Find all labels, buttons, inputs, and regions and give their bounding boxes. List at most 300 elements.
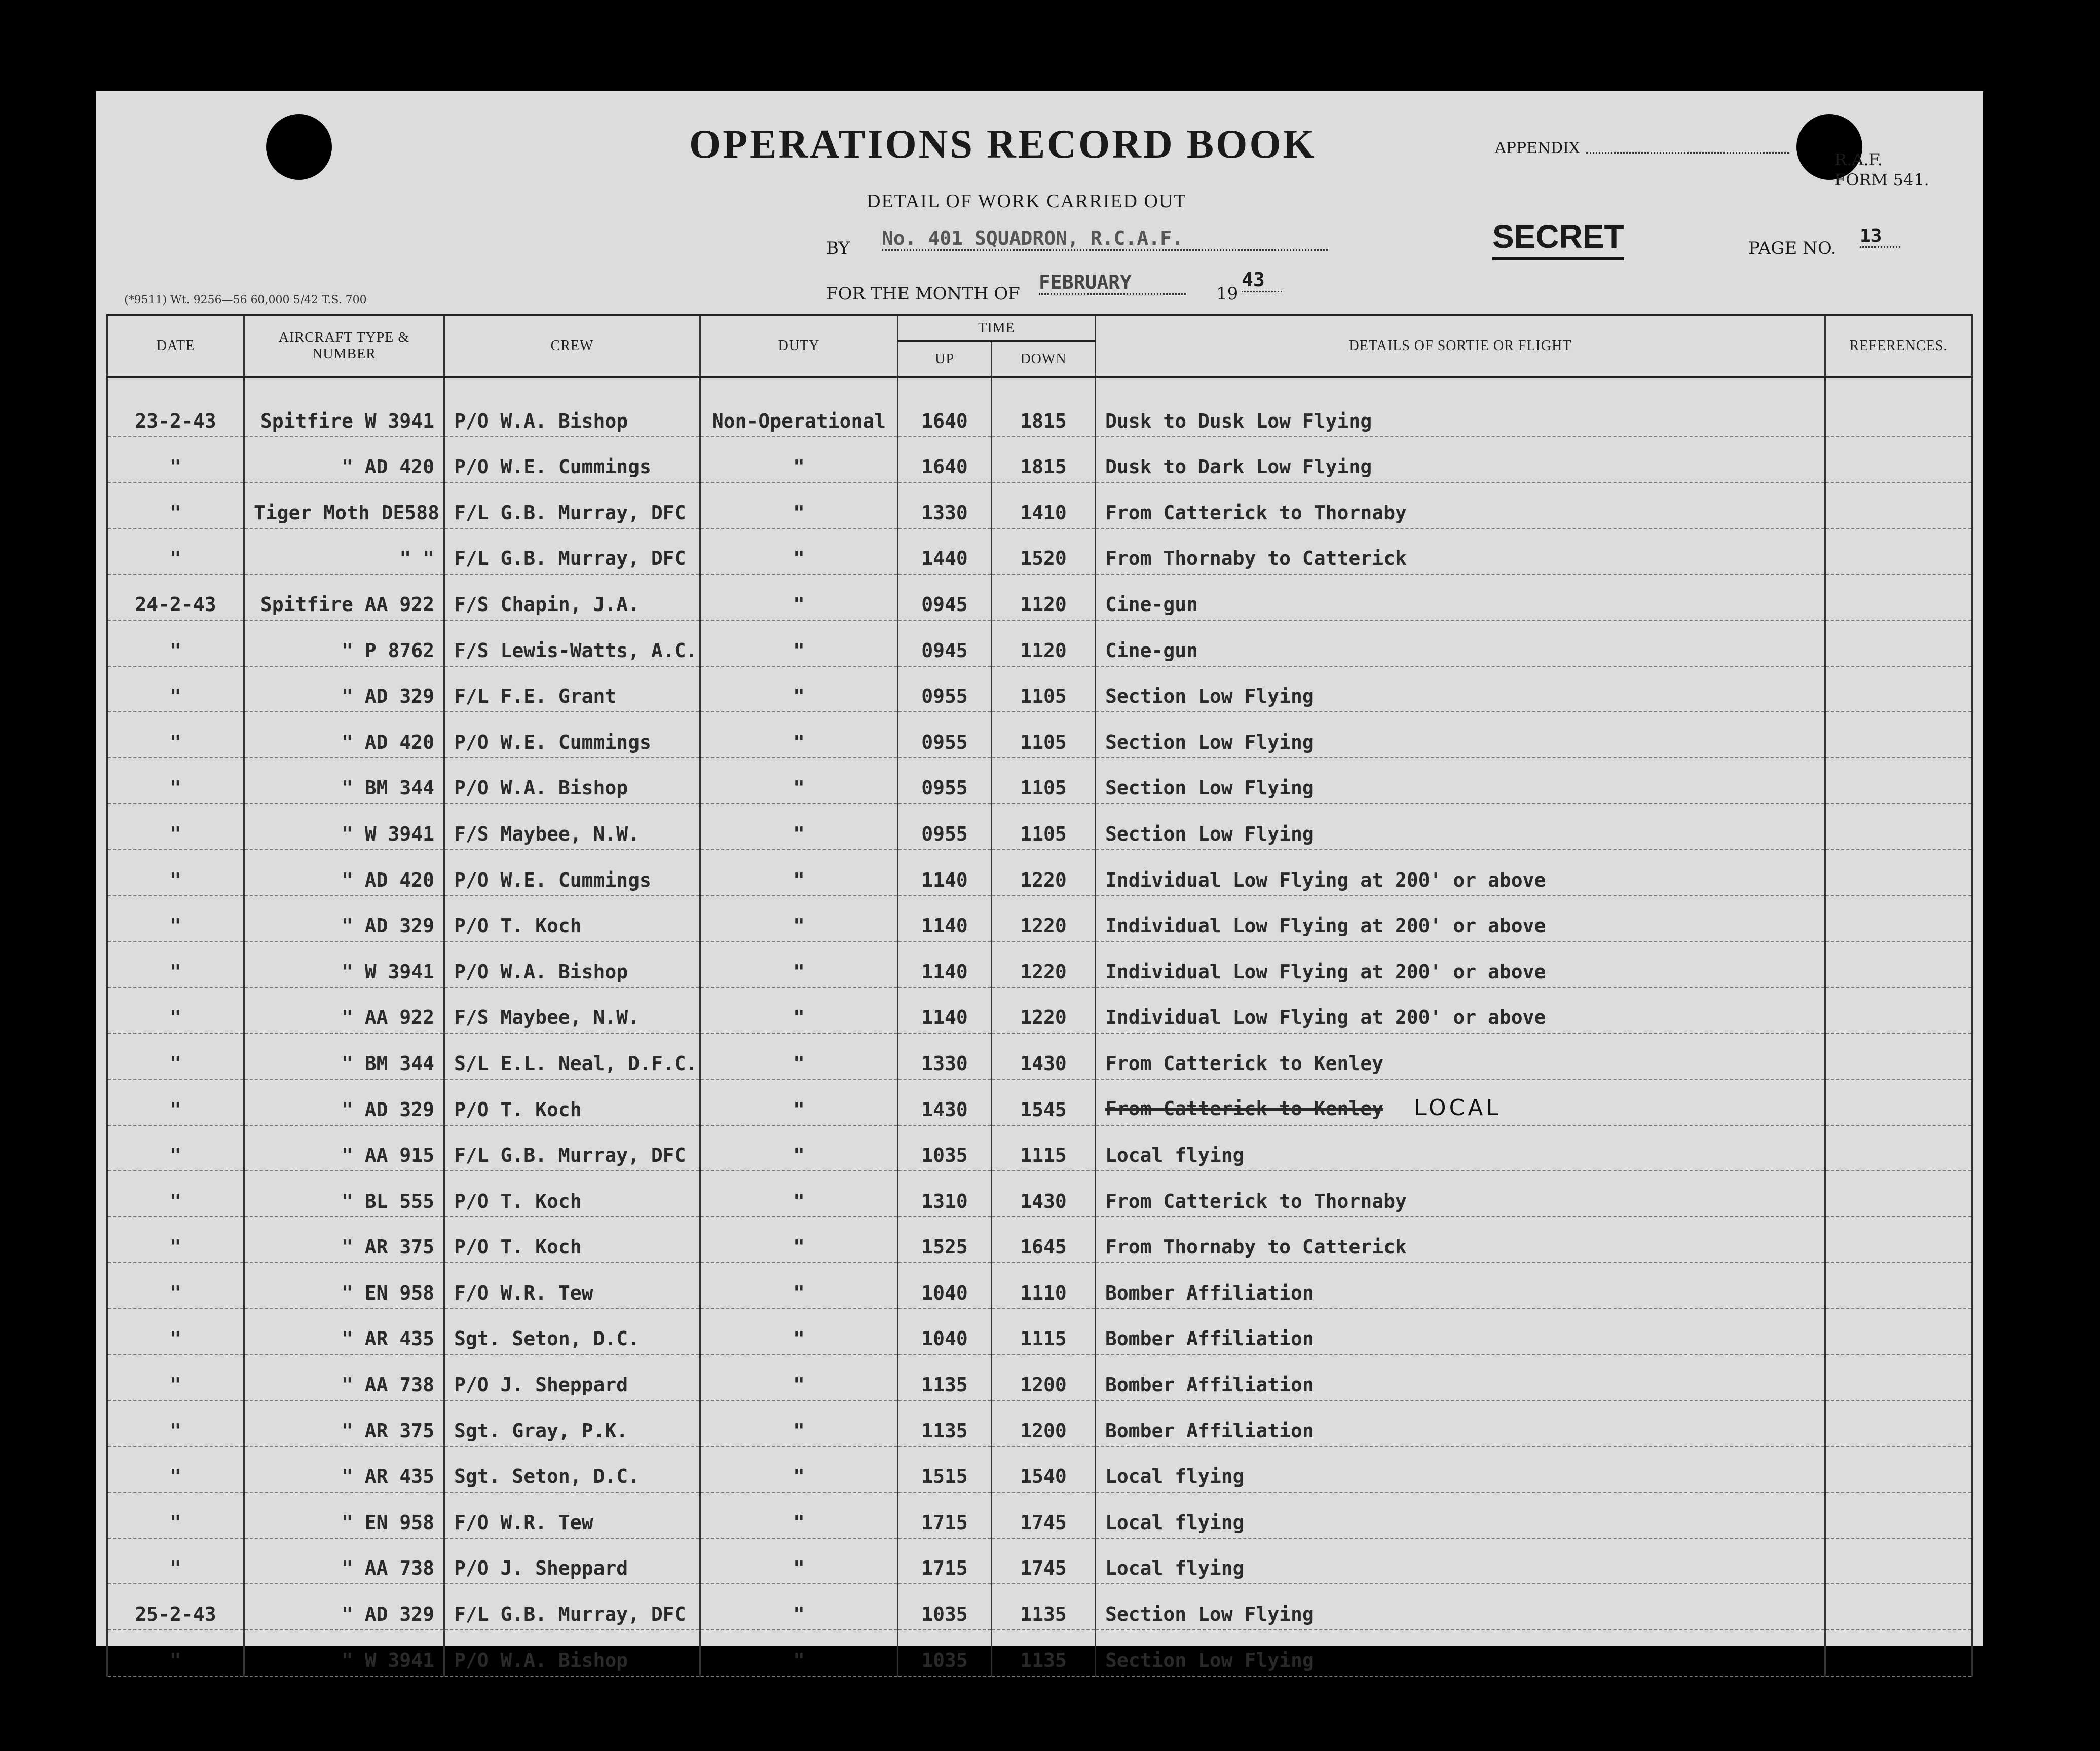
crew-cell: F/L G.B. Murray, DFC — [444, 482, 700, 528]
date-cell: " — [107, 804, 244, 850]
table-row — [107, 437, 1972, 483]
down-time-cell: 1745 — [992, 1538, 1096, 1584]
crew-cell: P/O W.A. Bishop — [444, 758, 700, 804]
details-cell — [1096, 941, 1825, 987]
handwritten-note: LOCAL — [1414, 1094, 1502, 1121]
aircraft-cell: Tiger Moth DE588 — [244, 482, 444, 528]
aircraft-cell: " W 3941 — [244, 1630, 444, 1676]
up-time-cell: 0955 — [898, 666, 992, 712]
details-text: Bomber Affiliation — [1105, 1419, 1314, 1442]
details-cell — [1096, 1079, 1825, 1125]
crew-cell: F/S Maybee, N.W. — [444, 804, 700, 850]
form-number — [1834, 149, 1929, 190]
aircraft-cell: " AA 922 — [244, 987, 444, 1034]
table-row — [107, 850, 1972, 896]
date-cell: " — [107, 758, 244, 804]
details-cell — [1096, 987, 1825, 1034]
date-cell: " — [107, 1538, 244, 1584]
details-text: Cine-gun — [1105, 593, 1198, 616]
details-text: From Catterick to Thornaby — [1105, 1190, 1407, 1212]
down-time-cell: 1520 — [992, 528, 1096, 575]
table-row — [107, 896, 1972, 942]
aircraft-cell: " AR 375 — [244, 1217, 444, 1263]
details-text: From Catterick to Thornaby — [1105, 501, 1407, 524]
crew-cell: P/O W.E. Cummings — [444, 712, 700, 758]
date-cell: " — [107, 1630, 244, 1676]
details-cell — [1096, 1630, 1825, 1676]
details-text: From Thornaby to Catterick — [1105, 547, 1407, 570]
details-cell — [1096, 377, 1825, 437]
up-time-cell: 1140 — [898, 896, 992, 942]
duty-cell: " — [700, 528, 898, 575]
up-time-cell: 1330 — [898, 482, 992, 528]
column-header-date: DATE — [107, 315, 244, 377]
references-cell — [1825, 850, 1972, 896]
table-row — [107, 987, 1972, 1034]
details-text: Bomber Affiliation — [1105, 1374, 1314, 1396]
details-cell — [1096, 712, 1825, 758]
date-cell: " — [107, 1447, 244, 1493]
table-row — [107, 804, 1972, 850]
date-cell: " — [107, 1125, 244, 1171]
crew-cell: P/O T. Koch — [444, 1079, 700, 1125]
references-cell — [1825, 712, 1972, 758]
column-header-details: DETAILS OF SORTIE OR FLIGHT — [1096, 315, 1825, 377]
up-time-cell: 1715 — [898, 1538, 992, 1584]
details-text: Section Low Flying — [1105, 822, 1314, 845]
down-time-cell: 1410 — [992, 482, 1096, 528]
down-time-cell: 1105 — [992, 666, 1096, 712]
down-time-cell: 1220 — [992, 896, 1096, 942]
aircraft-cell: " AD 420 — [244, 437, 444, 483]
details-text: Bomber Affiliation — [1105, 1281, 1314, 1304]
down-time-cell: 1645 — [992, 1217, 1096, 1263]
crew-cell: F/L G.B. Murray, DFC — [444, 1125, 700, 1171]
details-text: From Catterick to Kenley — [1105, 1097, 1384, 1120]
crew-cell: F/L F.E. Grant — [444, 666, 700, 712]
duty-cell: " — [700, 941, 898, 987]
crew-cell: P/O W.A. Bishop — [444, 941, 700, 987]
aircraft-cell: " AA 738 — [244, 1538, 444, 1584]
up-time-cell: 0955 — [898, 712, 992, 758]
duty-cell: Non-Operational — [700, 377, 898, 437]
references-cell — [1825, 1538, 1972, 1584]
down-time-cell: 1430 — [992, 1033, 1096, 1079]
crew-cell: P/O J. Sheppard — [444, 1538, 700, 1584]
details-text: Individual Low Flying at 200' or above — [1105, 868, 1546, 891]
secret-stamp: SECRET — [1492, 218, 1624, 260]
aircraft-cell: " EN 958 — [244, 1492, 444, 1538]
form-line-1: R.A.F. — [1834, 150, 1883, 169]
up-time-cell: 1715 — [898, 1492, 992, 1538]
up-time-cell: 0955 — [898, 758, 992, 804]
aircraft-cell: " AD 420 — [244, 712, 444, 758]
aircraft-cell: " AD 329 — [244, 896, 444, 942]
duty-cell: " — [700, 1492, 898, 1538]
crew-cell: P/O W.E. Cummings — [444, 850, 700, 896]
details-text: Section Low Flying — [1105, 731, 1314, 753]
references-cell — [1825, 1630, 1972, 1676]
date-cell: " — [107, 666, 244, 712]
aircraft-cell: " EN 958 — [244, 1263, 444, 1309]
duty-cell: " — [700, 758, 898, 804]
table-row — [107, 1492, 1972, 1538]
down-time-cell: 1545 — [992, 1079, 1096, 1125]
details-cell — [1096, 1309, 1825, 1355]
references-cell — [1825, 896, 1972, 942]
details-text: Bomber Affiliation — [1105, 1327, 1314, 1350]
up-time-cell: 1040 — [898, 1309, 992, 1355]
references-cell — [1825, 1125, 1972, 1171]
duty-cell: " — [700, 1584, 898, 1630]
crew-cell: Sgt. Seton, D.C. — [444, 1447, 700, 1493]
duty-cell: " — [700, 804, 898, 850]
column-header-aircraft: AIRCRAFT TYPE & NUMBER — [244, 315, 444, 377]
table-row — [107, 620, 1972, 666]
aircraft-cell: " AR 435 — [244, 1447, 444, 1493]
details-cell — [1096, 804, 1825, 850]
details-cell — [1096, 896, 1825, 942]
details-cell — [1096, 482, 1825, 528]
details-text: From Thornaby to Catterick — [1105, 1236, 1407, 1259]
aircraft-cell: " AA 738 — [244, 1354, 444, 1400]
details-text: Local flying — [1105, 1144, 1245, 1167]
duty-cell: " — [700, 482, 898, 528]
record-sheet — [96, 91, 1983, 1671]
appendix-label: APPENDIX — [1495, 139, 1580, 157]
page-title: OPERATIONS RECORD BOOK — [689, 122, 1317, 167]
down-time-cell: 1220 — [992, 850, 1096, 896]
table-row — [107, 528, 1972, 575]
table-row — [107, 1125, 1972, 1171]
aircraft-cell: Spitfire W 3941 — [244, 377, 444, 437]
duty-cell: " — [700, 1217, 898, 1263]
duty-cell: " — [700, 1447, 898, 1493]
duty-cell: " — [700, 1354, 898, 1400]
column-header-up: UP — [898, 341, 992, 377]
table-row — [107, 1309, 1972, 1355]
date-cell: " — [107, 620, 244, 666]
table-row — [107, 1584, 1972, 1630]
date-cell: " — [107, 528, 244, 575]
crew-cell: F/O W.R. Tew — [444, 1492, 700, 1538]
table-row — [107, 377, 1972, 437]
references-cell — [1825, 574, 1972, 620]
down-time-cell: 1220 — [992, 941, 1096, 987]
down-time-cell: 1120 — [992, 620, 1096, 666]
duty-cell: " — [700, 712, 898, 758]
details-text: Individual Low Flying at 200' or above — [1105, 1006, 1546, 1029]
down-time-cell: 1135 — [992, 1630, 1096, 1676]
down-time-cell: 1105 — [992, 804, 1096, 850]
references-cell — [1825, 620, 1972, 666]
down-time-cell: 1540 — [992, 1447, 1096, 1493]
column-header-time: TIME — [898, 315, 1096, 341]
up-time-cell: 1640 — [898, 437, 992, 483]
references-cell — [1825, 437, 1972, 483]
duty-cell: " — [700, 1125, 898, 1171]
date-cell: " — [107, 941, 244, 987]
duty-cell: " — [700, 1630, 898, 1676]
date-cell: " — [107, 1033, 244, 1079]
up-time-cell: 1430 — [898, 1079, 992, 1125]
details-text: Local flying — [1105, 1465, 1245, 1488]
details-text: Individual Low Flying at 200' or above — [1105, 960, 1546, 983]
details-text: Local flying — [1105, 1511, 1245, 1534]
up-time-cell: 1440 — [898, 528, 992, 575]
details-cell — [1096, 528, 1825, 575]
sortie-table — [106, 314, 1973, 1677]
duty-cell: " — [700, 620, 898, 666]
down-time-cell: 1105 — [992, 712, 1096, 758]
squadron-field: No. 401 SQUADRON, R.C.A.F. — [882, 227, 1328, 251]
aircraft-cell: " AD 329 — [244, 1079, 444, 1125]
details-cell — [1096, 1263, 1825, 1309]
details-cell — [1096, 1492, 1825, 1538]
details-text: Section Low Flying — [1105, 685, 1314, 708]
page-subtitle: DETAIL OF WORK CARRIED OUT — [867, 191, 1187, 212]
details-cell — [1096, 666, 1825, 712]
up-time-cell: 1515 — [898, 1447, 992, 1493]
references-cell — [1825, 987, 1972, 1034]
crew-cell: P/O W.A. Bishop — [444, 1630, 700, 1676]
crew-cell: P/O T. Koch — [444, 1171, 700, 1217]
crew-cell: F/L G.B. Murray, DFC — [444, 528, 700, 575]
aircraft-cell: " AD 329 — [244, 666, 444, 712]
column-header-down: DOWN — [992, 341, 1096, 377]
duty-cell: " — [700, 1171, 898, 1217]
table-row — [107, 1263, 1972, 1309]
crew-cell: F/S Maybee, N.W. — [444, 987, 700, 1034]
crew-cell: P/O T. Koch — [444, 1217, 700, 1263]
date-cell: 25-2-43 — [107, 1584, 244, 1630]
details-text: Individual Low Flying at 200' or above — [1105, 915, 1546, 937]
aircraft-cell: " AR 435 — [244, 1309, 444, 1355]
aircraft-cell: Spitfire AA 922 — [244, 574, 444, 620]
down-time-cell: 1200 — [992, 1400, 1096, 1447]
column-header-crew: CREW — [444, 315, 700, 377]
crew-cell: F/L G.B. Murray, DFC — [444, 1584, 700, 1630]
by-label: BY — [826, 238, 850, 258]
details-text: Cine-gun — [1105, 639, 1198, 662]
up-time-cell: 0945 — [898, 574, 992, 620]
duty-cell: " — [700, 987, 898, 1034]
details-cell — [1096, 1171, 1825, 1217]
crew-cell: P/O W.A. Bishop — [444, 377, 700, 437]
down-time-cell: 1815 — [992, 437, 1096, 483]
references-cell — [1825, 1400, 1972, 1447]
details-cell — [1096, 758, 1825, 804]
down-time-cell: 1115 — [992, 1125, 1096, 1171]
aircraft-cell: " AR 375 — [244, 1400, 444, 1447]
date-cell: " — [107, 1309, 244, 1355]
references-cell — [1825, 758, 1972, 804]
aircraft-cell: " " — [244, 528, 444, 575]
up-time-cell: 1140 — [898, 850, 992, 896]
up-time-cell: 1040 — [898, 1263, 992, 1309]
down-time-cell: 1220 — [992, 987, 1096, 1034]
duty-cell: " — [700, 666, 898, 712]
down-time-cell: 1745 — [992, 1492, 1096, 1538]
details-text: Section Low Flying — [1105, 1649, 1314, 1671]
page-number-label: PAGE NO. — [1748, 238, 1836, 258]
crew-cell: F/S Lewis-Watts, A.C. — [444, 620, 700, 666]
details-text: Section Low Flying — [1105, 777, 1314, 800]
year-prefix: 19 — [1216, 284, 1239, 304]
aircraft-cell: " BL 555 — [244, 1171, 444, 1217]
duty-cell: " — [700, 1400, 898, 1447]
date-cell: " — [107, 1217, 244, 1263]
references-cell — [1825, 1309, 1972, 1355]
up-time-cell: 1140 — [898, 941, 992, 987]
crew-cell: Sgt. Seton, D.C. — [444, 1309, 700, 1355]
details-cell — [1096, 1400, 1825, 1447]
crew-cell: Sgt. Gray, P.K. — [444, 1400, 700, 1447]
references-cell — [1825, 1354, 1972, 1400]
references-cell — [1825, 377, 1972, 437]
details-text: Local flying — [1105, 1557, 1245, 1580]
date-cell: " — [107, 987, 244, 1034]
references-cell — [1825, 1171, 1972, 1217]
aircraft-cell: " BM 344 — [244, 1033, 444, 1079]
date-cell: " — [107, 1079, 244, 1125]
duty-cell: " — [700, 1033, 898, 1079]
crew-cell: F/S Chapin, J.A. — [444, 574, 700, 620]
details-cell — [1096, 574, 1825, 620]
page-number-value: 13 — [1860, 225, 1900, 248]
table-row — [107, 1447, 1972, 1493]
references-cell — [1825, 1217, 1972, 1263]
references-cell — [1825, 482, 1972, 528]
crew-cell: S/L E.L. Neal, D.F.C. — [444, 1033, 700, 1079]
date-cell: " — [107, 1263, 244, 1309]
duty-cell: " — [700, 850, 898, 896]
print-code: (*9511) Wt. 9256—56 60,000 5/42 T.S. 700 — [124, 294, 367, 307]
references-cell — [1825, 1584, 1972, 1630]
aircraft-cell: " W 3941 — [244, 804, 444, 850]
down-time-cell: 1105 — [992, 758, 1096, 804]
duty-cell: " — [700, 1538, 898, 1584]
details-cell — [1096, 1538, 1825, 1584]
aircraft-cell: " AD 420 — [244, 850, 444, 896]
table-row — [107, 1538, 1972, 1584]
details-cell — [1096, 1584, 1825, 1630]
table-row — [107, 1630, 1972, 1676]
details-text: Section Low Flying — [1105, 1603, 1314, 1626]
up-time-cell: 1135 — [898, 1400, 992, 1447]
month-field: FEBRUARY — [1039, 271, 1186, 295]
details-cell — [1096, 1447, 1825, 1493]
up-time-cell: 1140 — [898, 987, 992, 1034]
down-time-cell: 1115 — [992, 1309, 1096, 1355]
references-cell — [1825, 1079, 1972, 1125]
table-row — [107, 941, 1972, 987]
down-time-cell: 1135 — [992, 1584, 1096, 1630]
date-cell: " — [107, 1492, 244, 1538]
down-time-cell: 1815 — [992, 377, 1096, 437]
details-cell — [1096, 850, 1825, 896]
date-cell: " — [107, 437, 244, 483]
details-cell — [1096, 437, 1825, 483]
date-cell: " — [107, 1171, 244, 1217]
crew-cell: P/O T. Koch — [444, 896, 700, 942]
up-time-cell: 1525 — [898, 1217, 992, 1263]
aircraft-cell: " P 8762 — [244, 620, 444, 666]
date-cell: " — [107, 1354, 244, 1400]
details-cell — [1096, 620, 1825, 666]
form-line-2: FORM 541. — [1834, 170, 1929, 189]
year-field: 43 — [1242, 269, 1282, 292]
up-time-cell: 1035 — [898, 1630, 992, 1676]
aircraft-cell: " W 3941 — [244, 941, 444, 987]
aircraft-cell: " BM 344 — [244, 758, 444, 804]
references-cell — [1825, 666, 1972, 712]
table-row — [107, 482, 1972, 528]
down-time-cell: 1110 — [992, 1263, 1096, 1309]
sortie-rows — [107, 377, 1972, 1676]
date-cell: " — [107, 1400, 244, 1447]
appendix-field — [1586, 152, 1789, 154]
table-row — [107, 1400, 1972, 1447]
date-cell: " — [107, 482, 244, 528]
down-time-cell: 1120 — [992, 574, 1096, 620]
details-cell — [1096, 1217, 1825, 1263]
table-row — [107, 1217, 1972, 1263]
crew-cell: F/O W.R. Tew — [444, 1263, 700, 1309]
up-time-cell: 1035 — [898, 1125, 992, 1171]
table-row — [107, 574, 1972, 620]
details-cell — [1096, 1354, 1825, 1400]
column-header-duty: DUTY — [700, 315, 898, 377]
details-cell — [1096, 1125, 1825, 1171]
up-time-cell: 0955 — [898, 804, 992, 850]
down-time-cell: 1430 — [992, 1171, 1096, 1217]
references-cell — [1825, 804, 1972, 850]
table-row — [107, 758, 1972, 804]
references-cell — [1825, 1447, 1972, 1493]
table-row — [107, 1171, 1972, 1217]
duty-cell: " — [700, 896, 898, 942]
duty-cell: " — [700, 574, 898, 620]
details-cell — [1096, 1033, 1825, 1079]
up-time-cell: 1035 — [898, 1584, 992, 1630]
date-cell: " — [107, 896, 244, 942]
details-text: From Catterick to Kenley — [1105, 1052, 1384, 1075]
column-header-references: REFERENCES. — [1825, 315, 1972, 377]
up-time-cell: 1310 — [898, 1171, 992, 1217]
duty-cell: " — [700, 437, 898, 483]
references-cell — [1825, 1492, 1972, 1538]
references-cell — [1825, 941, 1972, 987]
duty-cell: " — [700, 1263, 898, 1309]
up-time-cell: 0945 — [898, 620, 992, 666]
table-row — [107, 712, 1972, 758]
date-cell: 24-2-43 — [107, 574, 244, 620]
aircraft-cell: " AD 329 — [244, 1584, 444, 1630]
crew-cell: P/O J. Sheppard — [444, 1354, 700, 1400]
month-label: FOR THE MONTH OF — [826, 284, 1020, 304]
duty-cell: " — [700, 1309, 898, 1355]
down-time-cell: 1200 — [992, 1354, 1096, 1400]
details-text: Dusk to Dark Low Flying — [1105, 455, 1372, 478]
table-row — [107, 1079, 1972, 1125]
up-time-cell: 1135 — [898, 1354, 992, 1400]
punch-hole — [266, 114, 332, 180]
details-text: Dusk to Dusk Low Flying — [1105, 409, 1372, 432]
date-cell: 23-2-43 — [107, 377, 244, 437]
aircraft-cell: " AA 915 — [244, 1125, 444, 1171]
references-cell — [1825, 1033, 1972, 1079]
